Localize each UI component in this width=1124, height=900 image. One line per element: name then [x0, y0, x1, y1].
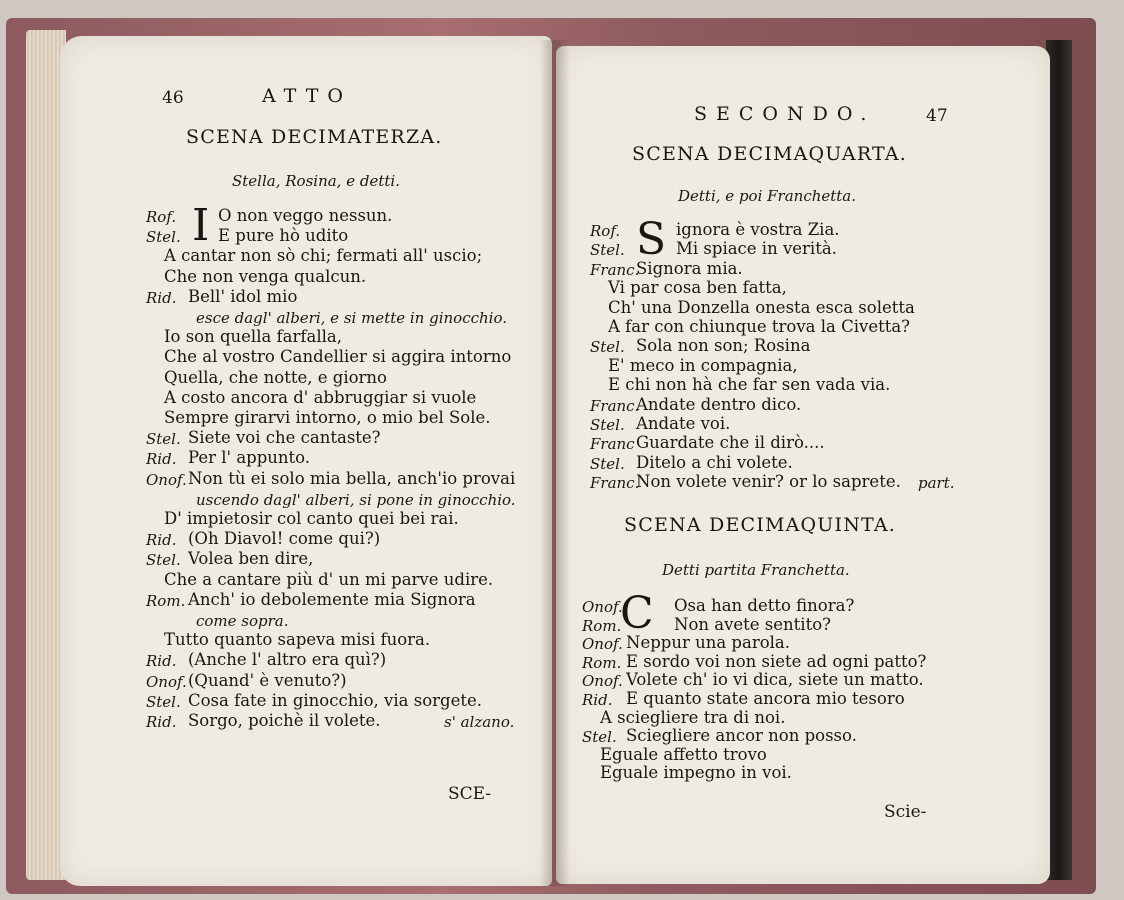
verse-line: Volea ben dire,: [188, 549, 314, 569]
verse-line: E pure hò udito: [218, 226, 349, 246]
verse-line: E sordo voi non siete ad ogni patto?: [626, 651, 927, 671]
verse-line: Sempre girarvi intorno, o mio bel Sole.: [164, 408, 491, 427]
verse-line: Che al vostro Candellier si aggira intorno: [164, 347, 512, 367]
verse-line: Quella, che notte, e giorno: [164, 367, 387, 387]
verse-line: Eguale impegno in voi.: [600, 763, 792, 783]
speaker-label: Rid.: [146, 450, 177, 469]
speaker-label: Stel.: [590, 338, 625, 357]
running-head: ATTO: [262, 85, 352, 107]
scene-cast: Detti, e poi Franchetta.: [678, 187, 857, 205]
running-head: SECONDO.: [694, 103, 876, 125]
verse-line: O non veggo nessun.: [218, 206, 393, 225]
speaker-label: Stel.: [146, 228, 181, 247]
verse-line: E quanto state ancora mio tesoro: [626, 689, 905, 708]
verse-line: Cosa fate in ginocchio, via sorgete.: [188, 690, 482, 710]
verse-line: (Quand' è venuto?): [188, 670, 347, 690]
verse-line: Non tù ei solo mia bella, anch'io provai: [188, 468, 516, 488]
speaker-label: Stel.: [582, 728, 617, 747]
scene-title: SCENA DECIMAQUARTA.: [632, 143, 908, 165]
speaker-label: Onof.: [582, 598, 623, 616]
speaker-label: Rom.: [582, 653, 622, 672]
verse-line: A far con chiunque trova la Civetta?: [608, 317, 911, 336]
verse-line: Sciegliere ancor non posso.: [626, 726, 857, 746]
verse-line: E' meco in compagnia,: [608, 355, 798, 375]
speaker-label: Onof.: [582, 635, 623, 654]
speaker-label: Rom.: [146, 591, 186, 610]
speaker-label: Franc.: [590, 260, 640, 279]
verse-line: Andate dentro dico.: [636, 394, 802, 414]
drop-cap: S: [636, 214, 667, 265]
verse-line: Io son quella farfalla,: [164, 327, 342, 347]
drop-cap: I: [192, 200, 210, 251]
verse-line: Siete voi che cantaste?: [188, 428, 381, 448]
verse-line: Osa han detto finora?: [674, 596, 855, 615]
speaker-label: Stel.: [590, 241, 625, 260]
speaker-label: Rof.: [146, 208, 177, 226]
scene-cast: Stella, Rosina, e detti.: [232, 172, 400, 190]
speaker-label: Franc: [590, 435, 635, 454]
verse-line: Signora mia.: [636, 258, 743, 278]
verse-line: D' impietosir col canto quei bei rai.: [164, 509, 459, 528]
verse-line: Che a cantare più d' un mi parve udire.: [164, 569, 494, 589]
speaker-label: Franc.: [590, 396, 640, 415]
page-number: 46: [162, 88, 184, 108]
drop-cap: C: [620, 588, 654, 639]
stage-direction: come sopra.: [196, 612, 289, 630]
speaker-label: Rid.: [582, 691, 613, 709]
speaker-label: Rid.: [146, 652, 177, 671]
speaker-label: Stel.: [590, 416, 625, 434]
verse-line: Mi spiace in verità.: [676, 239, 837, 259]
speaker-label: Franc.: [590, 474, 640, 493]
stage-direction: s' alzano.: [444, 713, 515, 731]
verse-line: A costo ancora d' abbruggiar si vuole: [164, 387, 477, 407]
stage-direction: uscendo dagl' alberi, si pone in ginocchio.: [196, 490, 516, 509]
verse-line: (Oh Diavol! come qui?): [188, 529, 381, 549]
verse-line: E chi non hà che far sen vada via.: [608, 375, 891, 395]
verse-line: Non avete sentito?: [674, 614, 831, 634]
verse-line: (Anche l' altro era quì?): [188, 650, 387, 670]
verse-line: Ch' una Donzella onesta esca soletta: [608, 297, 915, 317]
verse-line: Neppur una parola.: [626, 633, 791, 653]
verse-line: Non volete venir? or lo saprete.: [636, 472, 901, 492]
scene-cast: Detti partita Franchetta.: [662, 561, 850, 579]
speaker-label: Onof.: [582, 672, 623, 691]
page-number: 47: [926, 106, 948, 126]
speaker-label: Stel.: [146, 692, 181, 711]
speaker-label: Rof.: [590, 222, 621, 240]
stage-direction: esce dagl' alberi, e si mette in ginocchio.: [196, 309, 508, 327]
verse-line: Sorgo, poichè il volete.: [188, 711, 381, 730]
verse-line: Ditelo a chi volete.: [636, 452, 793, 472]
verse-line: Guardate che il dirò....: [636, 433, 825, 453]
speaker-label: Stel.: [146, 551, 181, 570]
speaker-label: Onof.: [146, 470, 187, 489]
verse-line: A cantar non sò chi; fermati all' uscio;: [164, 246, 483, 266]
verse-line: A sciegliere tra di noi.: [600, 707, 786, 727]
speaker-label: Stel.: [590, 454, 625, 473]
verse-line: Anch' io debolemente mia Signora: [188, 589, 476, 609]
verse-line: Andate voi.: [636, 414, 731, 433]
verse-line: Eguale affetto trovo: [600, 744, 767, 764]
catchword: Scie-: [884, 802, 927, 822]
stage-direction: part.: [918, 474, 955, 493]
verse-line: Che non venga qualcun.: [164, 266, 367, 286]
verse-line: Sola non son; Rosina: [636, 336, 811, 356]
verse-line: Tutto quanto sapeva misi fuora.: [164, 630, 431, 650]
scene-title: SCENA DECIMATERZA.: [186, 126, 443, 148]
speaker-label: Stel.: [146, 430, 181, 449]
speaker-label: Rid.: [146, 288, 177, 307]
verse-line: Bell' idol mio: [188, 286, 298, 306]
verse-line: Vi par cosa ben fatta,: [608, 278, 787, 298]
scene-title: SCENA DECIMAQUINTA.: [624, 514, 897, 536]
book-gutter: [540, 40, 570, 886]
verse-line: Per l' appunto.: [188, 448, 311, 468]
speaker-label: Onof.: [146, 672, 187, 691]
speaker-label: Rom.: [582, 616, 622, 635]
verse-line: ignora è vostra Zia.: [676, 220, 840, 239]
speaker-label: Rid.: [146, 713, 177, 731]
catchword: SCE-: [448, 784, 492, 804]
speaker-label: Rid.: [146, 531, 177, 550]
verse-line: Volete ch' io vi dica, siete un matto.: [626, 670, 924, 690]
